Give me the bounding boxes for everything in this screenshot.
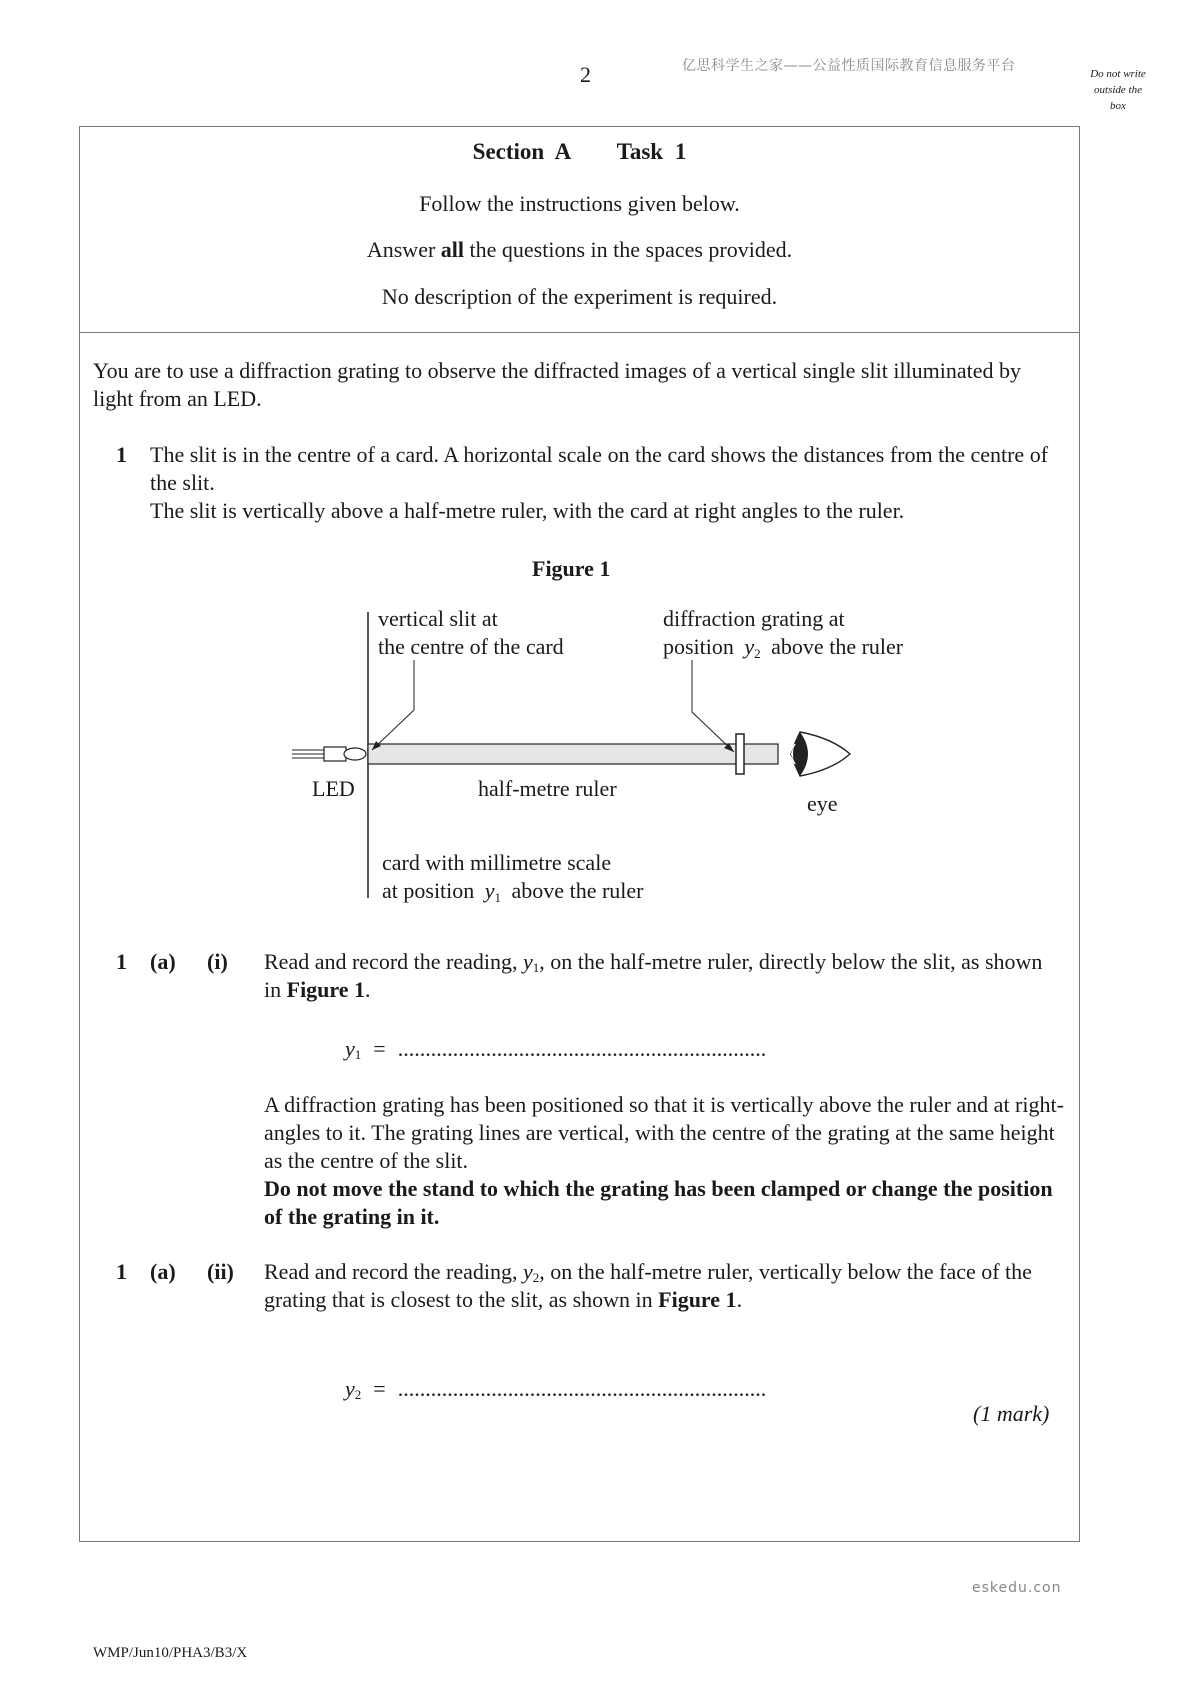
answer-line-y1[interactable]: $y_1$ = ...................................................................	[345, 1036, 767, 1062]
instruction-line: Answer all the questions in the spaces provided.	[366, 237, 793, 262]
section-header	[79, 126, 1080, 333]
slit-pointer-line	[372, 660, 414, 750]
eye-label: eye	[807, 791, 838, 816]
margin-note	[1083, 66, 1153, 114]
grating-paragraph: A diffraction grating has been positioned so that it is vertically above the ruler and at right-angles to it. The grating lines are vertical, with the centre of the grating at the same height as the centre of the slit.	[264, 1092, 1064, 1173]
ruler-label: half-metre ruler	[478, 776, 617, 801]
margin-note-line: outside the	[1094, 84, 1142, 96]
instruction-line: Follow the instructions given below.	[419, 191, 740, 216]
paper-code: WMP/Jun10/PHA3/B3/X	[93, 1645, 248, 1661]
slit-label: the centre of the card	[378, 634, 564, 659]
question-part: (a)	[150, 1259, 176, 1284]
question-number: 1	[116, 442, 127, 467]
question-number: 1	[116, 949, 127, 974]
warning-text: Do not move the stand to which the grating has been clamped or change the position of the grating in it.	[264, 1176, 1053, 1229]
led-icon	[292, 747, 366, 761]
diffraction-grating	[736, 734, 744, 774]
question-1-text: The slit is in the centre of a card. A horizontal scale on the card shows the distances from the centre of the slit. The slit is vertically above a half-metre ruler, with the card at right angles to the ruler.	[150, 442, 1049, 523]
mark-allocation: (1 mark)	[973, 1401, 1050, 1426]
margin-note-line: box	[1110, 100, 1126, 112]
section-title: Section A Task 1	[472, 139, 687, 164]
margin-note-line: Do not write	[1090, 68, 1146, 80]
question-subpart: (ii)	[207, 1259, 234, 1284]
question-subpart: (i)	[207, 949, 228, 974]
led-label: LED	[312, 776, 355, 801]
page-number: 2	[580, 62, 591, 87]
question-number: 1	[116, 1259, 127, 1284]
grating-label: diffraction grating at	[663, 606, 845, 631]
grating-pointer-line	[692, 660, 734, 752]
intro-paragraph: You are to use a diffraction grating to observe the diffracted images of a vertical single slit illuminated by light from an LED.	[93, 358, 1022, 411]
half-metre-ruler	[368, 744, 778, 764]
instruction-line: No description of the experiment is required.	[381, 284, 778, 309]
figure-title: Figure 1	[532, 556, 611, 581]
figure-1-diagram	[280, 600, 920, 910]
answer-line-y2[interactable]: $y_2$ = ...................................................................	[345, 1376, 767, 1402]
grating-label: position y2 above the ruler	[663, 634, 904, 661]
slit-label: vertical slit at	[378, 606, 498, 631]
question-1ai-text: Read and record the reading, $y_1$, on the half-metre ruler, directly below the slit, as shown in Figure 1.	[264, 949, 1043, 1002]
question-1aii-text: Read and record the reading, $y_2$, on the half-metre ruler, vertically below the face of the grating that is closest to the slit, as shown in Figure 1.	[264, 1259, 1032, 1312]
question-part: (a)	[150, 949, 176, 974]
card-label: card with millimetre scale	[382, 850, 612, 875]
footer-watermark: eskedu.con	[972, 1580, 1062, 1596]
eye-icon	[789, 732, 850, 776]
header-watermark: 亿思科学生之家——公益性质国际教育信息服务平台	[682, 58, 1016, 74]
card-label: at position y1 above the ruler	[382, 878, 644, 905]
